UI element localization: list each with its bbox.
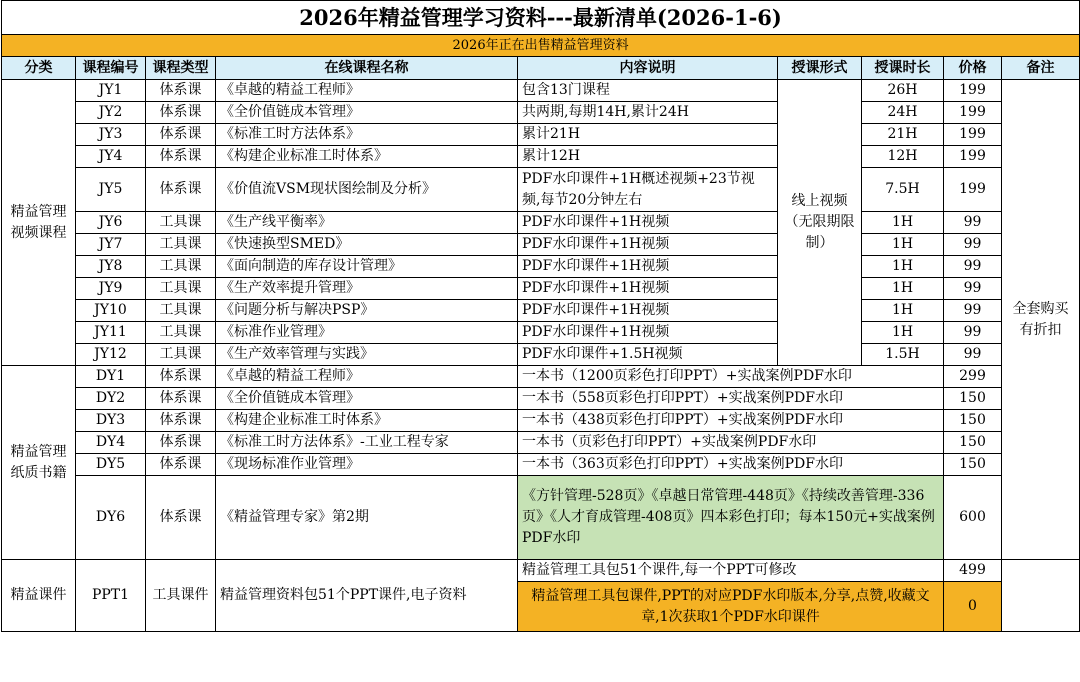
book-code: DY3 bbox=[76, 410, 146, 432]
course-name: 《生产效率提升管理》 bbox=[216, 278, 518, 300]
category-slides: 精益课件 bbox=[2, 560, 76, 632]
course-code: JY3 bbox=[76, 124, 146, 146]
table-row bbox=[2, 476, 1080, 560]
header-name: 在线课程名称 bbox=[216, 57, 518, 80]
course-name: 《标准工时方法体系》 bbox=[216, 124, 518, 146]
course-desc: 共两期,每期14H,累计24H bbox=[518, 102, 778, 124]
course-price: 99 bbox=[944, 278, 1002, 300]
course-code: JY10 bbox=[76, 300, 146, 322]
book-desc: 一本书（363页彩色打印PPT）+实战案例PDF水印 bbox=[518, 454, 944, 476]
book-price: 600 bbox=[944, 476, 1002, 560]
course-name: 《标准作业管理》 bbox=[216, 322, 518, 344]
table-row bbox=[2, 168, 1080, 212]
course-price: 199 bbox=[944, 146, 1002, 168]
course-hours: 24H bbox=[862, 102, 944, 124]
course-hours: 1H bbox=[862, 322, 944, 344]
course-desc: PDF水印课件+1H概述视频+23节视频,每节20分钟左右 bbox=[518, 168, 778, 212]
book-name: 《现场标准作业管理》 bbox=[216, 454, 518, 476]
course-name: 《价值流VSM现状图绘制及分析》 bbox=[216, 168, 518, 212]
book-code: DY4 bbox=[76, 432, 146, 454]
slides-type: 工具课件 bbox=[146, 560, 216, 632]
table-row bbox=[2, 124, 1080, 146]
course-desc: PDF水印课件+1.5H视频 bbox=[518, 344, 778, 366]
course-desc: 包含13门课程 bbox=[518, 80, 778, 102]
course-hours: 1.5H bbox=[862, 344, 944, 366]
slides-desc-2: 精益管理工具包课件,PPT的对应PDF水印版本,分享,点赞,收藏文章,1次获取1个PDF水印课件 bbox=[518, 582, 944, 632]
book-name: 《卓越的精益工程师》 bbox=[216, 366, 518, 388]
course-desc: 累计12H bbox=[518, 146, 778, 168]
book-type: 体系课 bbox=[146, 432, 216, 454]
course-type: 工具课 bbox=[146, 234, 216, 256]
book-name: 《构建企业标准工时体系》 bbox=[216, 410, 518, 432]
course-code: JY1 bbox=[76, 80, 146, 102]
course-desc: PDF水印课件+1H视频 bbox=[518, 322, 778, 344]
course-code: JY2 bbox=[76, 102, 146, 124]
book-price: 150 bbox=[944, 454, 1002, 476]
course-desc: 累计21H bbox=[518, 124, 778, 146]
header-format: 授课形式 bbox=[778, 57, 862, 80]
page-title: 2026年精益管理学习资料---最新清单(2026-1-6) bbox=[2, 1, 1080, 35]
course-price: 199 bbox=[944, 80, 1002, 102]
book-price: 150 bbox=[944, 388, 1002, 410]
table-row bbox=[2, 560, 1080, 582]
course-type: 工具课 bbox=[146, 322, 216, 344]
course-name: 《构建企业标准工时体系》 bbox=[216, 146, 518, 168]
course-price: 99 bbox=[944, 322, 1002, 344]
course-type: 工具课 bbox=[146, 278, 216, 300]
course-code: JY11 bbox=[76, 322, 146, 344]
table-row bbox=[2, 322, 1080, 344]
course-price: 99 bbox=[944, 212, 1002, 234]
course-hours: 7.5H bbox=[862, 168, 944, 212]
course-code: JY9 bbox=[76, 278, 146, 300]
course-price: 199 bbox=[944, 102, 1002, 124]
course-hours: 26H bbox=[862, 80, 944, 102]
note-discount: 全套购买有折扣 bbox=[1002, 80, 1080, 560]
course-hours: 21H bbox=[862, 124, 944, 146]
slides-note bbox=[1002, 560, 1080, 632]
course-type: 体系课 bbox=[146, 146, 216, 168]
course-type: 工具课 bbox=[146, 300, 216, 322]
table-row bbox=[2, 432, 1080, 454]
book-type: 体系课 bbox=[146, 366, 216, 388]
course-name: 《快速换型SMED》 bbox=[216, 234, 518, 256]
course-hours: 1H bbox=[862, 256, 944, 278]
course-code: JY12 bbox=[76, 344, 146, 366]
course-type: 体系课 bbox=[146, 168, 216, 212]
course-type: 体系课 bbox=[146, 124, 216, 146]
course-name: 《面向制造的库存设计管理》 bbox=[216, 256, 518, 278]
table-row bbox=[2, 212, 1080, 234]
course-type: 工具课 bbox=[146, 256, 216, 278]
book-type: 体系课 bbox=[146, 388, 216, 410]
table-row bbox=[2, 300, 1080, 322]
book-code: DY1 bbox=[76, 366, 146, 388]
course-name: 《问题分析与解决PSP》 bbox=[216, 300, 518, 322]
course-name: 《生产效率管理与实践》 bbox=[216, 344, 518, 366]
book-type: 体系课 bbox=[146, 476, 216, 560]
book-desc: 一本书（1200页彩色打印PPT）+实战案例PDF水印 bbox=[518, 366, 944, 388]
book-type: 体系课 bbox=[146, 454, 216, 476]
course-code: JY6 bbox=[76, 212, 146, 234]
course-hours: 1H bbox=[862, 234, 944, 256]
table-row bbox=[2, 454, 1080, 476]
header-row bbox=[2, 57, 1080, 80]
slides-price-2: 0 bbox=[944, 582, 1002, 632]
course-code: JY5 bbox=[76, 168, 146, 212]
course-hours: 1H bbox=[862, 300, 944, 322]
course-desc: PDF水印课件+1H视频 bbox=[518, 300, 778, 322]
header-price: 价格 bbox=[944, 57, 1002, 80]
table-row bbox=[2, 146, 1080, 168]
book-price: 299 bbox=[944, 366, 1002, 388]
course-name: 《卓越的精益工程师》 bbox=[216, 80, 518, 102]
table-row bbox=[2, 366, 1080, 388]
table-row bbox=[2, 80, 1080, 102]
header-note: 备注 bbox=[1002, 57, 1080, 80]
course-code: JY8 bbox=[76, 256, 146, 278]
sale-banner: 2026年正在出售精益管理资料 bbox=[2, 35, 1080, 57]
category-video: 精益管理视频课程 bbox=[2, 80, 76, 366]
course-code: JY4 bbox=[76, 146, 146, 168]
course-hours: 12H bbox=[862, 146, 944, 168]
header-category: 分类 bbox=[2, 57, 76, 80]
course-format: 线上视频（无限期限制） bbox=[778, 80, 862, 366]
book-name: 《全价值链成本管理》 bbox=[216, 388, 518, 410]
book-code: DY6 bbox=[76, 476, 146, 560]
header-desc: 内容说明 bbox=[518, 57, 778, 80]
price-list-table bbox=[1, 0, 1080, 632]
book-code: DY2 bbox=[76, 388, 146, 410]
course-price: 99 bbox=[944, 234, 1002, 256]
course-type: 工具课 bbox=[146, 212, 216, 234]
slides-desc-1: 精益管理工具包51个课件,每一个PPT可修改 bbox=[518, 560, 944, 582]
header-type: 课程类型 bbox=[146, 57, 216, 80]
course-desc: PDF水印课件+1H视频 bbox=[518, 234, 778, 256]
course-name: 《生产线平衡率》 bbox=[216, 212, 518, 234]
header-hours: 授课时长 bbox=[862, 57, 944, 80]
table-row bbox=[2, 410, 1080, 432]
book-price: 150 bbox=[944, 432, 1002, 454]
table-row bbox=[2, 256, 1080, 278]
slides-price-1: 499 bbox=[944, 560, 1002, 582]
book-desc: 一本书（页彩色打印PPT）+实战案例PDF水印 bbox=[518, 432, 944, 454]
book-type: 体系课 bbox=[146, 410, 216, 432]
category-books: 精益管理纸质书籍 bbox=[2, 366, 76, 560]
course-hours: 1H bbox=[862, 278, 944, 300]
course-type: 体系课 bbox=[146, 102, 216, 124]
course-name: 《全价值链成本管理》 bbox=[216, 102, 518, 124]
slides-code: PPT1 bbox=[76, 560, 146, 632]
table-row bbox=[2, 278, 1080, 300]
course-price: 199 bbox=[944, 168, 1002, 212]
course-type: 工具课 bbox=[146, 344, 216, 366]
course-type: 体系课 bbox=[146, 80, 216, 102]
course-desc: PDF水印课件+1H视频 bbox=[518, 256, 778, 278]
course-desc: PDF水印课件+1H视频 bbox=[518, 278, 778, 300]
table-row bbox=[2, 102, 1080, 124]
book-desc: 一本书（438页彩色打印PPT）+实战案例PDF水印 bbox=[518, 410, 944, 432]
course-price: 99 bbox=[944, 256, 1002, 278]
table-row bbox=[2, 388, 1080, 410]
course-price: 99 bbox=[944, 344, 1002, 366]
header-code: 课程编号 bbox=[76, 57, 146, 80]
book-desc: 一本书（558页彩色打印PPT）+实战案例PDF水印 bbox=[518, 388, 944, 410]
book-price: 150 bbox=[944, 410, 1002, 432]
book-name: 《标准工时方法体系》-工业工程专家 bbox=[216, 432, 518, 454]
course-code: JY7 bbox=[76, 234, 146, 256]
slides-name: 精益管理资料包51个PPT课件,电子资料 bbox=[216, 560, 518, 632]
table-row bbox=[2, 344, 1080, 366]
table-row bbox=[2, 234, 1080, 256]
course-desc: PDF水印课件+1H视频 bbox=[518, 212, 778, 234]
book-name: 《精益管理专家》第2期 bbox=[216, 476, 518, 560]
book-code: DY5 bbox=[76, 454, 146, 476]
book-desc: 《方针管理-528页》《卓越日常管理-448页》《持续改善管理-336页》《人才育成管理-408页》四本彩色打印；每本150元+实战案例PDF水印 bbox=[518, 476, 944, 560]
course-price: 99 bbox=[944, 300, 1002, 322]
course-price: 199 bbox=[944, 124, 1002, 146]
course-hours: 1H bbox=[862, 212, 944, 234]
